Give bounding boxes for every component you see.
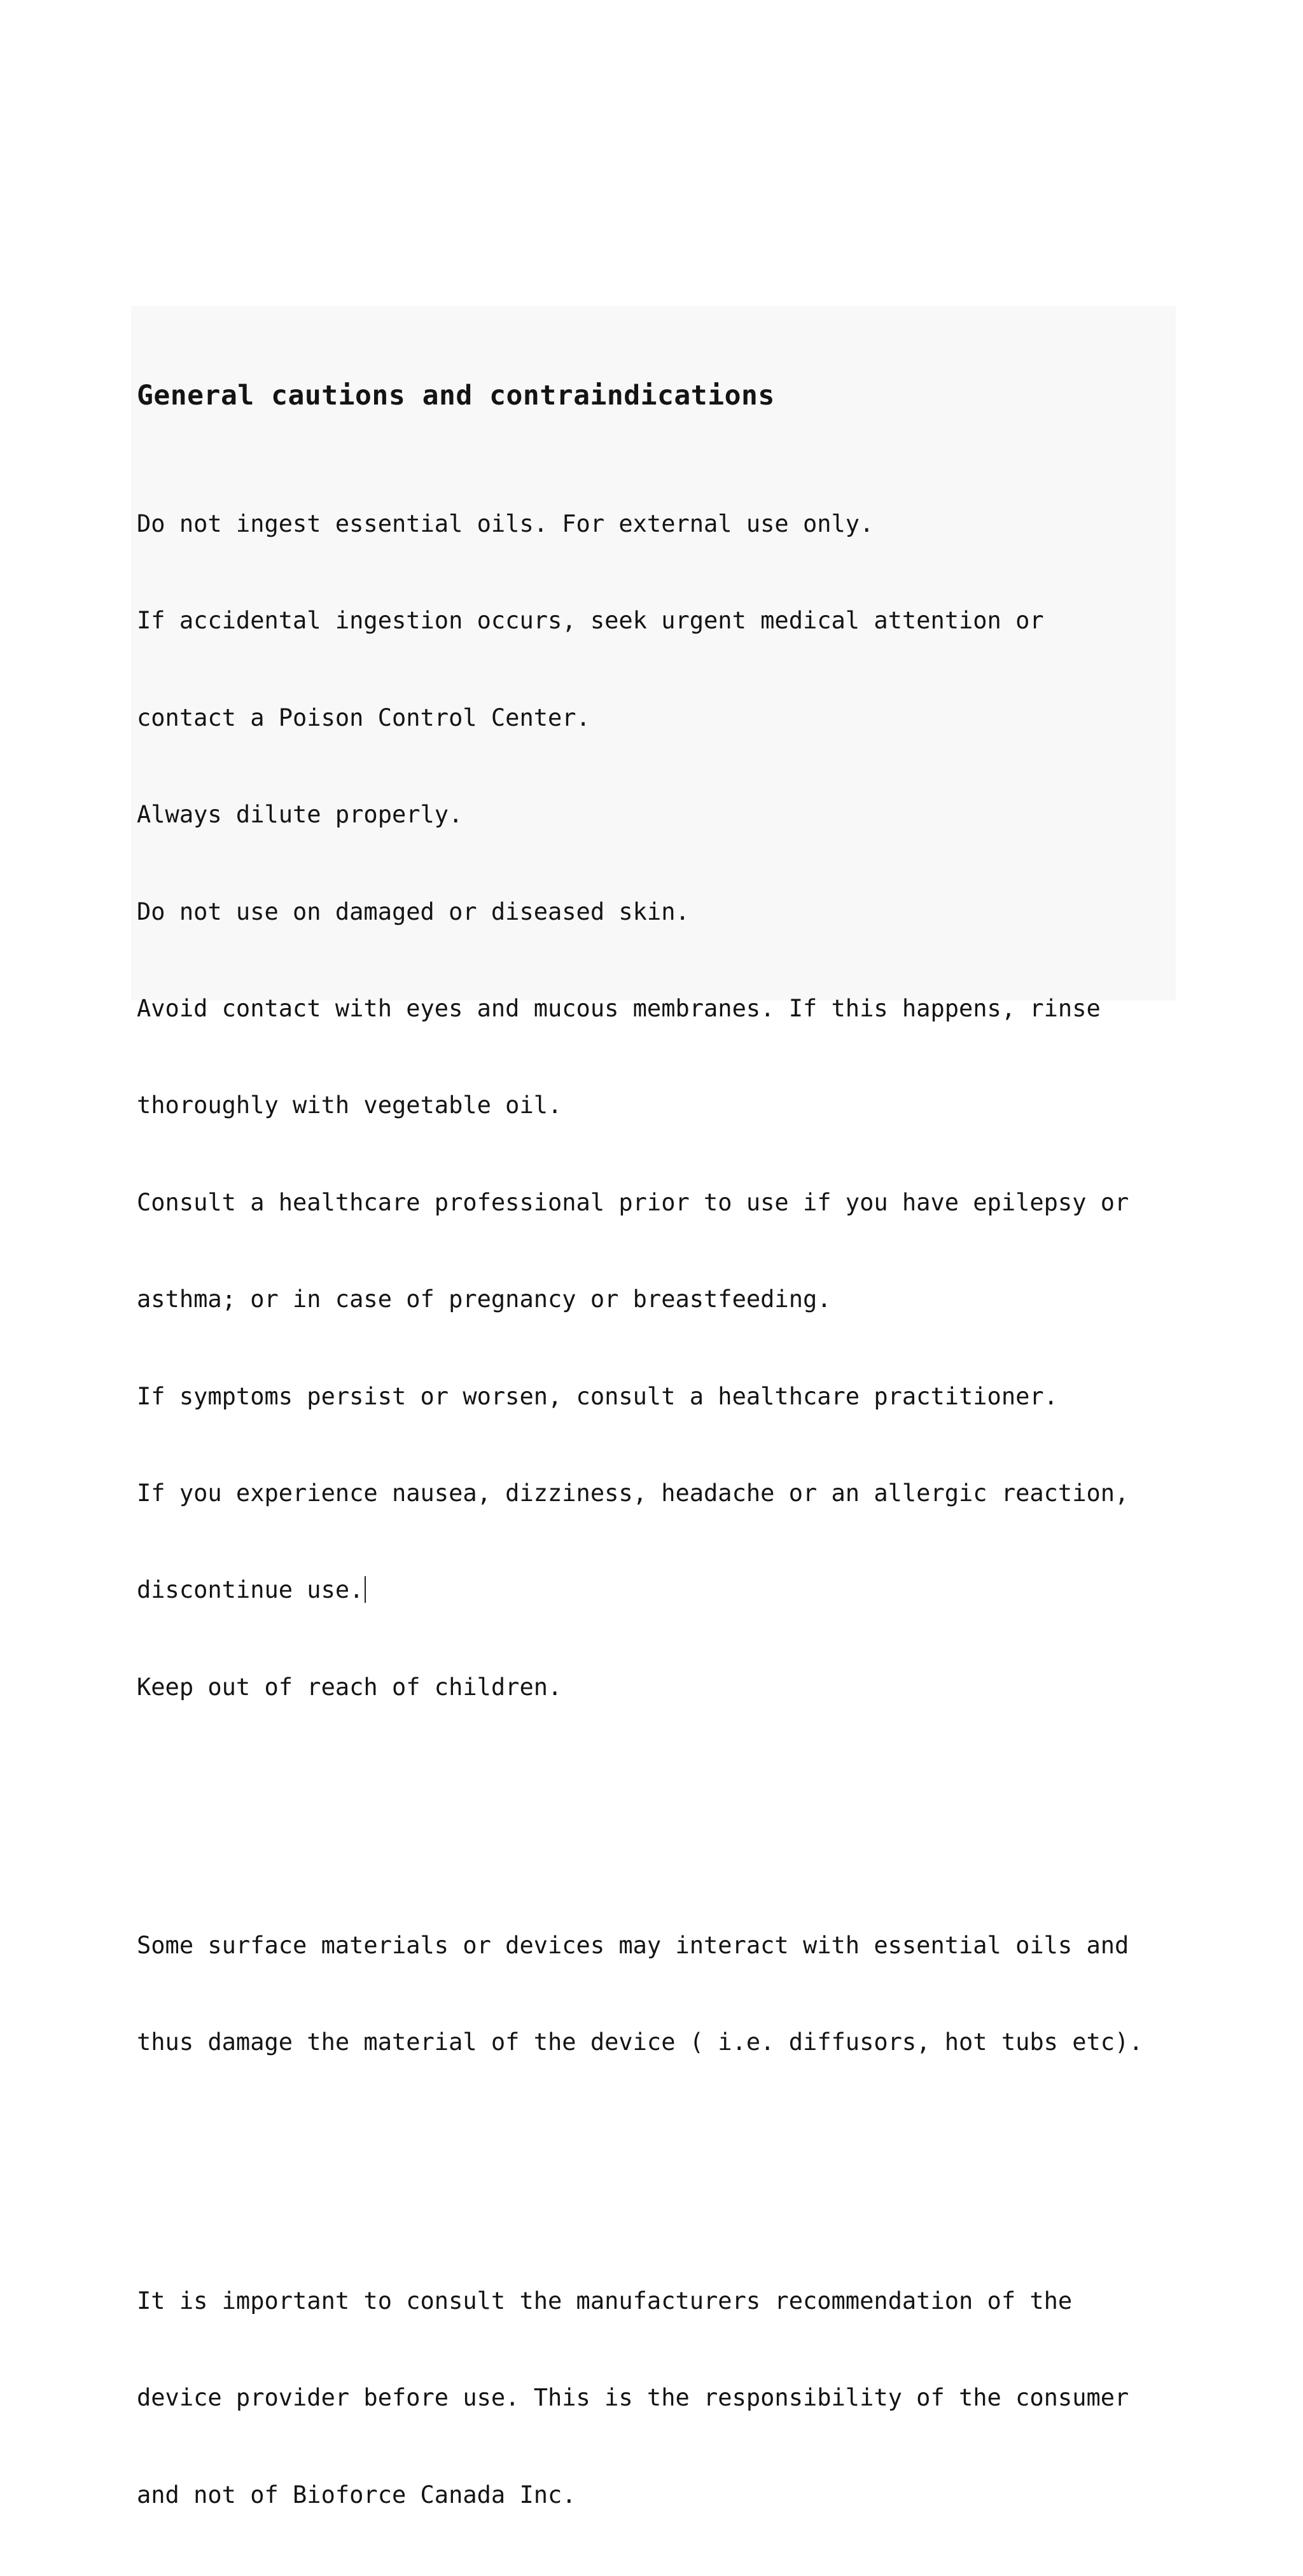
text-line: Some surface materials or devices may interact with essential oils and [137,1932,1129,1960]
blank-line [137,1801,1176,1833]
section-heading: General cautions and contraindications [137,379,775,412]
text-line: contact a Poison Control Center. [137,703,590,731]
text-line: Always dilute properly. [137,801,463,829]
text-line: Do not ingest essential oils. For external use only. [137,509,874,537]
text-editor-area[interactable] [131,306,1176,2509]
text-line: Do not use on damaged or diseased skin. [137,897,690,925]
text-line: discontinue use. [137,1576,364,1604]
text-line: thus damage the material of the device ( i.e. diffusors, hot tubs etc). [137,2028,1143,2056]
text-line: If symptoms persist or worsen, consult a healthcare practitioner. [137,1382,1058,1410]
text-line-with-caret [137,1574,1176,1607]
blank-line [137,2156,1176,2189]
text-line: If accidental ingestion occurs, seek urgent medical attention or [137,607,1044,635]
text-caret [365,1576,366,1603]
text-line: Keep out of reach of children. [137,1673,562,1701]
text-line: Avoid contact with eyes and mucous membranes. If this happens, rinse [137,994,1101,1022]
text-line: and not of Bioforce Canada Inc. [137,2481,576,2509]
text-line: asthma; or in case of pregnancy or breastfeeding. [137,1285,832,1313]
text-line: thoroughly with vegetable oil. [137,1091,562,1119]
text-line: It is important to consult the manufacturers recommendation of the [137,2287,1073,2315]
text-line: Consult a healthcare professional prior to use if you have epilepsy or [137,1188,1129,1216]
text-line: device provider before use. This is the responsibility of the consumer [137,2384,1129,2412]
text-line: If you experience nausea, dizziness, headache or an allergic reaction, [137,1479,1129,1507]
